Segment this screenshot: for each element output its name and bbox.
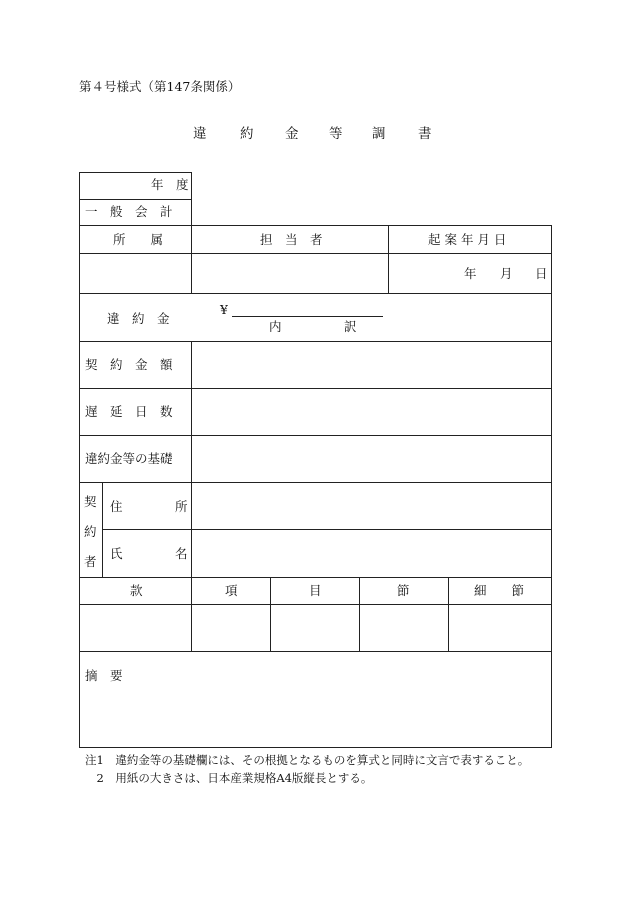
form-number: 第４号様式（第147条関係） (79, 79, 241, 94)
date-day: 日 (535, 266, 548, 281)
name-label: 氏 (110, 546, 123, 561)
date-year: 年 (464, 266, 477, 281)
date-month: 月 (500, 266, 513, 281)
amount-underline (232, 316, 383, 317)
contractor-char: 約 (84, 524, 97, 539)
contractor-char: 契 (84, 494, 97, 509)
address-label: 住 (110, 499, 123, 514)
penalty-basis-label: 違約金等の基礎 (85, 451, 173, 466)
note-1: 注1 違約金等の基礎欄には、その根拠となるものを算式と同時に文言で表すること。 (85, 753, 530, 767)
title-char: 約 (240, 126, 254, 142)
fiscal-year-label: 年 度 (151, 177, 189, 192)
person-in-charge-header: 担 当 者 (260, 232, 323, 247)
contract-amount-label: 契 約 金 額 (85, 357, 173, 372)
main-table (79, 225, 552, 748)
budget-header-moku: 目 (309, 583, 322, 598)
name-label: 名 (175, 546, 188, 561)
breakdown-label: 内 訳 (269, 319, 357, 334)
document-title (0, 127, 630, 143)
budget-header-kou: 項 (225, 583, 238, 598)
note-2: 2 用紙の大きさは、日本産業規格A4版縦長とする。 (85, 771, 373, 785)
summary-label: 摘 要 (85, 668, 123, 683)
draft-date-header: 起 案 年 月 日 (428, 232, 507, 247)
delay-days-label: 遅 延 日 数 (85, 404, 173, 419)
address-label: 所 (175, 499, 188, 514)
affiliation-header: 所 属 (113, 232, 164, 247)
title-char: 等 (329, 126, 343, 142)
budget-header-kan: 款 (130, 583, 143, 598)
budget-header-setsu: 節 (397, 583, 410, 598)
contractor-char: 者 (84, 554, 97, 569)
budget-header-saisetsu: 細 節 (474, 583, 525, 598)
title-char: 調 (372, 126, 386, 142)
general-account-label: 一 般 会 計 (85, 204, 173, 219)
yen-sign: ¥ (220, 302, 228, 317)
title-char: 書 (418, 126, 432, 142)
penalty-label: 違 約 金 (107, 311, 170, 326)
title-char: 違 (193, 126, 207, 142)
title-char: 金 (285, 126, 299, 142)
